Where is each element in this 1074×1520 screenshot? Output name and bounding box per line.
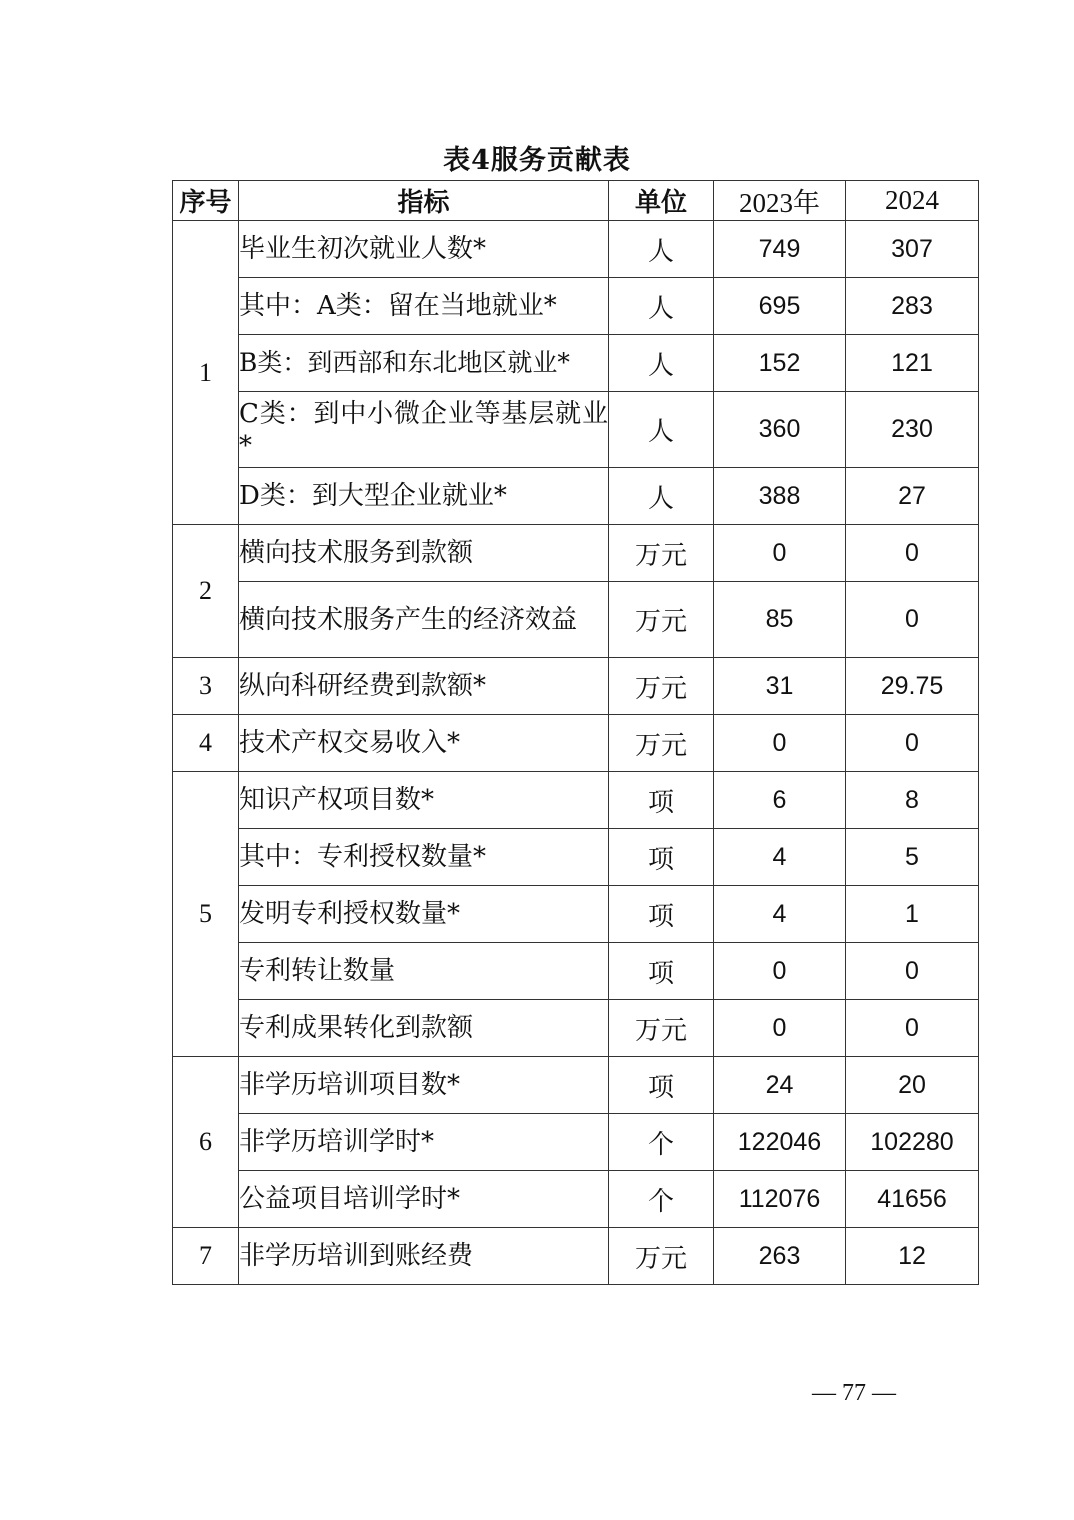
indicator-cell: 非学历培训到账经费 [239,1228,609,1285]
table-row [173,1000,979,1057]
unit-cell: 人 [609,468,714,525]
unit-cell: 项 [609,943,714,1000]
table-row [173,221,979,278]
table-title: 表4服务贡献表 [443,145,631,176]
value-2024-cell: 121 [846,335,979,392]
service-contribution-table [172,180,979,1285]
table-row [173,658,979,715]
value-2024-cell: 0 [846,582,979,658]
value-2024-cell: 12 [846,1228,979,1285]
value-2024-cell: 102280 [846,1114,979,1171]
header-2024: 2024 [846,181,979,221]
value-2024-cell: 0 [846,943,979,1000]
seq-cell: 7 [173,1228,239,1285]
value-2024-cell: 0 [846,1000,979,1057]
value-2023-cell: 4 [714,829,846,886]
value-2024-cell: 29.75 [846,658,979,715]
value-2024-cell: 1 [846,886,979,943]
indicator-cell: 公益项目培训学时* [239,1171,609,1228]
indicator-cell: D类：到大型企业就业* [239,468,609,525]
value-2023-cell: 6 [714,772,846,829]
header-unit: 单位 [609,181,714,221]
value-2023-cell: 85 [714,582,846,658]
unit-cell: 人 [609,278,714,335]
table-row [173,278,979,335]
header-row [173,181,979,221]
value-2024-cell: 20 [846,1057,979,1114]
value-2024-cell: 230 [846,392,979,468]
value-2023-cell: 4 [714,886,846,943]
indicator-cell: 发明专利授权数量* [239,886,609,943]
value-2024-cell: 8 [846,772,979,829]
unit-cell: 项 [609,772,714,829]
unit-cell: 万元 [609,1228,714,1285]
indicator-cell: C类：到中小微企业等基层就业* [239,392,609,468]
table-row [173,1228,979,1285]
table-row [173,1057,979,1114]
value-2023-cell: 24 [714,1057,846,1114]
value-2023-cell: 360 [714,392,846,468]
unit-cell: 项 [609,829,714,886]
seq-cell: 5 [173,772,239,1057]
value-2024-cell: 283 [846,278,979,335]
indicator-cell: 纵向科研经费到款额* [239,658,609,715]
value-2023-cell: 0 [714,943,846,1000]
table-row [173,943,979,1000]
table-row [173,829,979,886]
seq-cell: 6 [173,1057,239,1228]
unit-cell: 个 [609,1171,714,1228]
unit-cell: 项 [609,886,714,943]
indicator-cell: 专利成果转化到款额 [239,1000,609,1057]
indicator-cell: 其中：A类：留在当地就业* [239,278,609,335]
seq-cell: 2 [173,525,239,658]
indicator-cell: 其中：专利授权数量* [239,829,609,886]
unit-cell: 人 [609,335,714,392]
header-seq: 序号 [173,181,239,221]
indicator-cell: 专利转让数量 [239,943,609,1000]
value-2023-cell: 695 [714,278,846,335]
unit-cell: 人 [609,221,714,278]
unit-cell: 万元 [609,1000,714,1057]
value-2023-cell: 749 [714,221,846,278]
value-2024-cell: 0 [846,715,979,772]
indicator-cell: 横向技术服务到款额 [239,525,609,582]
value-2024-cell: 307 [846,221,979,278]
table-row [173,392,979,468]
value-2023-cell: 0 [714,715,846,772]
value-2023-cell: 31 [714,658,846,715]
value-2023-cell: 0 [714,525,846,582]
value-2023-cell: 122046 [714,1114,846,1171]
unit-cell: 万元 [609,582,714,658]
value-2024-cell: 0 [846,525,979,582]
header-indicator: 指标 [239,181,609,221]
value-2023-cell: 0 [714,1000,846,1057]
unit-cell: 人 [609,392,714,468]
table-row [173,1171,979,1228]
seq-cell: 1 [173,221,239,525]
value-2023-cell: 112076 [714,1171,846,1228]
unit-cell: 万元 [609,715,714,772]
page-number: — 77 — [812,1380,896,1406]
table-row [173,772,979,829]
unit-cell: 万元 [609,658,714,715]
indicator-cell: 非学历培训项目数* [239,1057,609,1114]
value-2024-cell: 5 [846,829,979,886]
value-2024-cell: 27 [846,468,979,525]
table-row [173,582,979,658]
unit-cell: 项 [609,1057,714,1114]
indicator-cell: 毕业生初次就业人数* [239,221,609,278]
table-row [173,468,979,525]
seq-cell: 4 [173,715,239,772]
value-2023-cell: 263 [714,1228,846,1285]
indicator-cell: B类：到西部和东北地区就业* [239,335,609,392]
header-2023: 2023年 [714,181,846,221]
indicator-cell: 技术产权交易收入* [239,715,609,772]
table-row [173,1114,979,1171]
unit-cell: 万元 [609,525,714,582]
value-2023-cell: 388 [714,468,846,525]
table-row [173,886,979,943]
unit-cell: 个 [609,1114,714,1171]
value-2024-cell: 41656 [846,1171,979,1228]
indicator-cell: 知识产权项目数* [239,772,609,829]
indicator-cell: 非学历培训学时* [239,1114,609,1171]
table-row [173,335,979,392]
table-row [173,525,979,582]
indicator-cell: 横向技术服务产生的经济效益 [239,582,609,658]
table-row [173,715,979,772]
seq-cell: 3 [173,658,239,715]
value-2023-cell: 152 [714,335,846,392]
